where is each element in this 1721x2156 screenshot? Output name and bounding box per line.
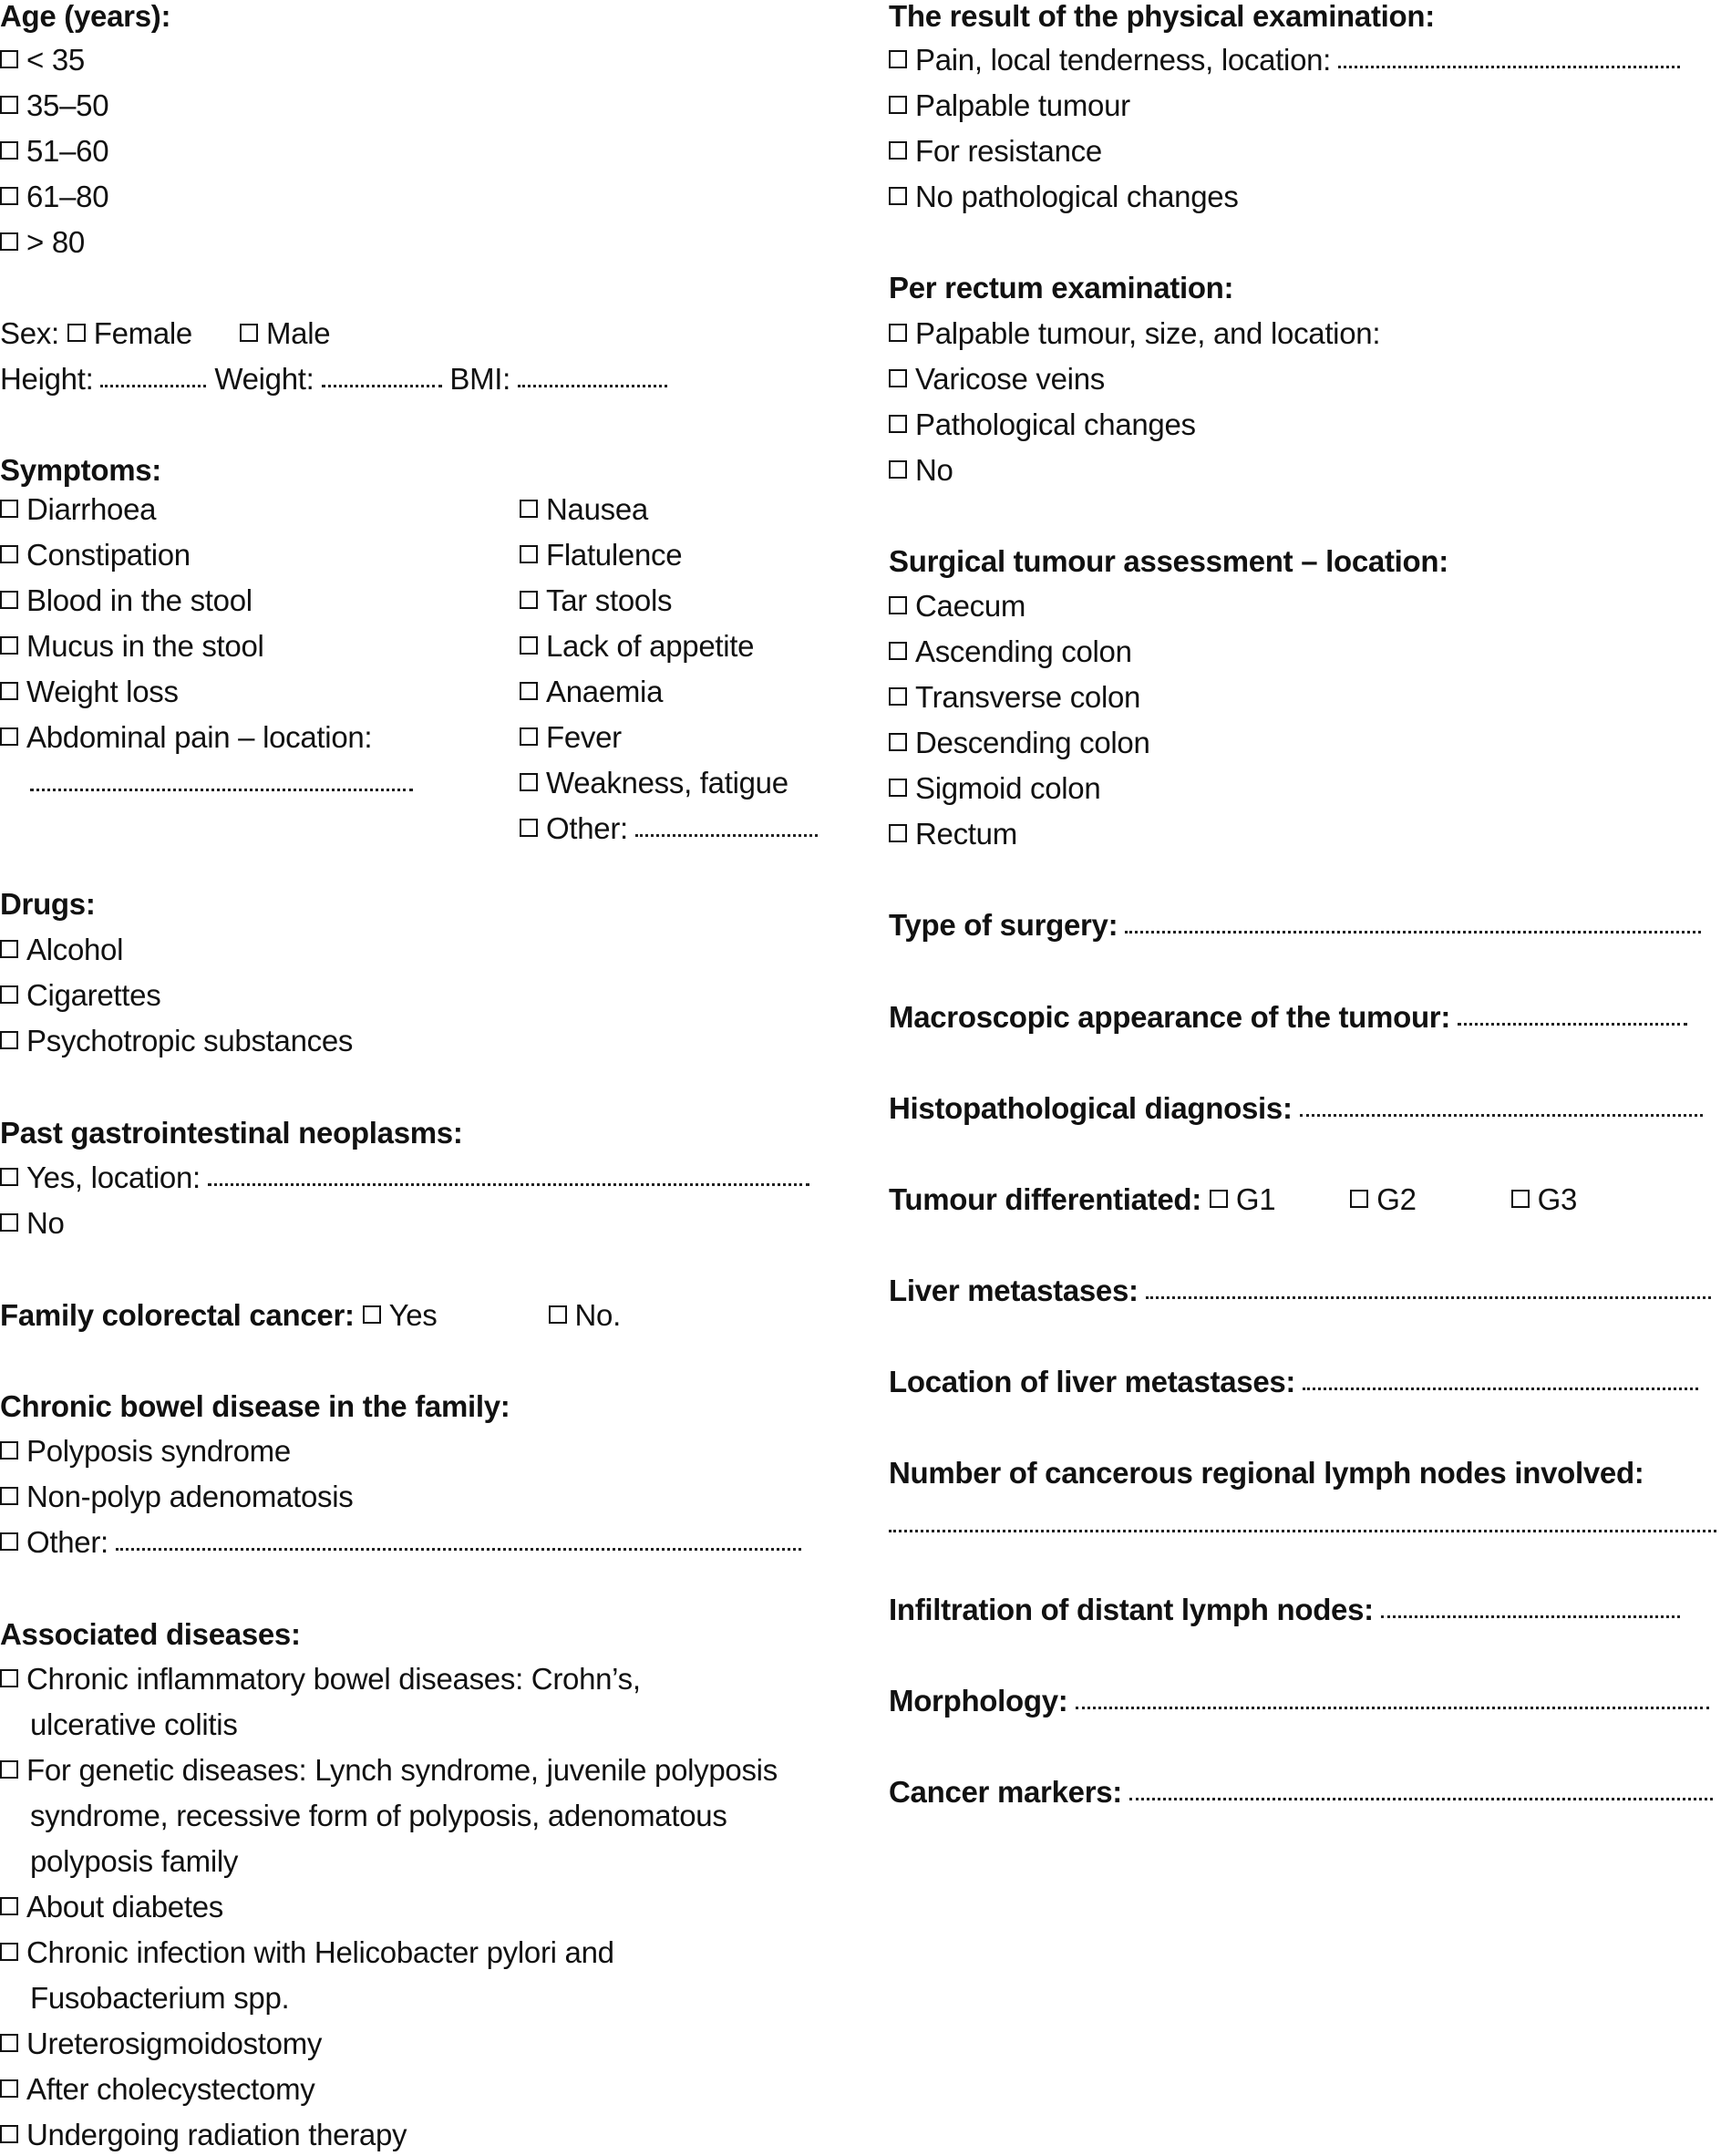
grade-checkbox[interactable]: [1511, 1190, 1530, 1208]
chronic-family-other-field[interactable]: [116, 1548, 801, 1551]
option-label: polyposis family: [30, 1844, 239, 1878]
section-title: Surgical tumour assessment – location:: [889, 544, 1448, 578]
symptom-option: [520, 717, 622, 758]
option-label: > 80: [26, 225, 85, 259]
checkbox[interactable]: [0, 1168, 18, 1186]
drug-option: [0, 975, 160, 1016]
family-crc-yes-label: Yes: [388, 1298, 438, 1332]
family-crc-no-checkbox[interactable]: [549, 1305, 567, 1324]
checkbox[interactable]: [0, 940, 18, 958]
checkbox[interactable]: [889, 460, 907, 479]
age-option: [0, 131, 108, 171]
section-title: The result of the physical examination:: [889, 0, 1435, 33]
cancer-markers: [889, 1772, 1713, 1812]
section-title: Tumour differentiated:: [889, 1182, 1201, 1216]
section-associated: [0, 1614, 301, 1655]
option-label: Sigmoid colon: [915, 771, 1101, 805]
checkbox[interactable]: [889, 733, 907, 751]
liver-metastases-location: [889, 1362, 1698, 1402]
option-label: For resistance: [915, 134, 1102, 168]
checkbox[interactable]: [889, 50, 907, 68]
surgical-location-option: [889, 586, 1025, 626]
section-chronic-family: [0, 1387, 510, 1427]
option-label: No: [915, 453, 953, 487]
section-symptoms: [0, 450, 161, 490]
option-label: Weight loss: [26, 675, 179, 708]
option-label: Other:: [546, 811, 628, 845]
checkbox[interactable]: [0, 187, 18, 205]
option-label: 51–60: [26, 134, 109, 168]
grade-label: G2: [1376, 1182, 1417, 1216]
sex-label: Sex:: [0, 316, 59, 350]
grade-checkbox[interactable]: [1210, 1190, 1228, 1208]
option-label: Mucus in the stool: [26, 629, 264, 663]
field-label: Morphology:: [889, 1684, 1068, 1718]
male-label: Male: [265, 316, 331, 350]
option-label: Weakness, fatigue: [546, 766, 788, 799]
option-label: Palpable tumour, size, and location:: [915, 316, 1381, 350]
rectum-option: [889, 359, 1105, 399]
option-label: Polyposis syndrome: [26, 1434, 291, 1468]
option-label: < 35: [26, 43, 85, 77]
chronic-family-option: [0, 1522, 801, 1563]
associated-option-continued: [0, 1841, 238, 1882]
option-label: Nausea: [546, 492, 648, 526]
checkbox[interactable]: [520, 500, 538, 518]
option-label: Caecum: [915, 589, 1026, 623]
associated-option-continued: [0, 1978, 289, 2018]
associated-option-continued: [0, 1796, 727, 1836]
option-label: Tar stools: [546, 583, 673, 617]
symptom-other-field[interactable]: [635, 834, 818, 837]
option-label: Descending colon: [915, 726, 1150, 759]
grade-label: G1: [1235, 1182, 1276, 1216]
symptom-option: [520, 490, 648, 530]
option-label: Diarrhoea: [26, 492, 157, 526]
past-gi-yes: [0, 1158, 809, 1198]
symptom-option: [0, 717, 372, 758]
section-title: Per rectum examination:: [889, 271, 1234, 304]
section-title: Family colorectal cancer:: [0, 1298, 355, 1332]
weight-label: Weight:: [214, 362, 314, 396]
checkbox[interactable]: [889, 642, 907, 660]
checkbox[interactable]: [0, 1943, 18, 1961]
option-label: 61–80: [26, 180, 109, 213]
checkbox[interactable]: [0, 500, 18, 518]
option-label: Chronic infection with Helicobacter pylori and: [26, 1935, 614, 1969]
checkbox[interactable]: [889, 96, 907, 114]
associated-option: [0, 1933, 614, 1973]
macroscopic-appearance: [889, 997, 1687, 1037]
sex-row: [0, 314, 330, 354]
option-label: Flatulence: [546, 538, 683, 572]
checkbox[interactable]: [0, 2079, 18, 2098]
section-title: Past gastrointestinal neoplasms:: [0, 1116, 463, 1150]
macroscopic-appearance-field[interactable]: [1458, 1023, 1687, 1026]
morphology: [889, 1681, 1709, 1721]
liver-metastases-field[interactable]: [1146, 1296, 1711, 1299]
checkbox[interactable]: [0, 141, 18, 160]
checkbox[interactable]: [520, 819, 538, 837]
checkbox[interactable]: [0, 1031, 18, 1049]
field-label: Liver metastases:: [889, 1274, 1139, 1307]
section-drugs: [0, 884, 96, 924]
family-crc-yes-checkbox[interactable]: [363, 1305, 381, 1324]
associated-option: [0, 2115, 407, 2155]
checkbox[interactable]: [0, 50, 18, 68]
liver-metastases: [889, 1271, 1711, 1311]
symptom-option: [0, 581, 252, 621]
section-past-gi: [0, 1113, 463, 1153]
age-option: [0, 86, 108, 126]
checkbox[interactable]: [520, 636, 538, 655]
type-of-surgery: [889, 905, 1701, 945]
associated-option: [0, 2069, 314, 2110]
associated-option: [0, 1887, 223, 1927]
option-label: Lack of appetite: [546, 629, 755, 663]
surgical-location-option: [889, 723, 1150, 763]
option-label: Other:: [26, 1525, 108, 1559]
checkbox[interactable]: [889, 596, 907, 614]
option-label: Ureterosigmoidostomy: [26, 2027, 323, 2060]
bmi-label: BMI:: [449, 362, 511, 396]
checkbox[interactable]: [0, 1441, 18, 1460]
section-physical: [889, 0, 1435, 36]
option-label: Anaemia: [546, 675, 664, 708]
associated-option: [0, 1750, 778, 1790]
option-label: Varicose veins: [915, 362, 1105, 396]
surgical-location-option: [889, 677, 1140, 717]
checkbox[interactable]: [889, 824, 907, 842]
past-gi-location-field[interactable]: [208, 1183, 809, 1186]
option-label: Rectum: [915, 817, 1017, 851]
liver-metastases-location-field[interactable]: [1303, 1387, 1698, 1390]
family-crc-no-label: No.: [574, 1298, 621, 1332]
chronic-family-option: [0, 1431, 291, 1471]
checkbox[interactable]: [889, 141, 907, 160]
checkbox[interactable]: [520, 545, 538, 563]
physical-option: [889, 86, 1130, 126]
histopathological-diagnosis-field[interactable]: [1300, 1114, 1703, 1117]
option-label: Abdominal pain – location:: [26, 720, 373, 754]
checkbox[interactable]: [520, 682, 538, 700]
symptom-option: [520, 626, 754, 666]
field-label: Number of cancerous regional lymph nodes involved:: [889, 1456, 1644, 1490]
section-rectum: [889, 268, 1233, 308]
male-checkbox[interactable]: [240, 324, 258, 342]
chronic-family-option: [0, 1477, 353, 1517]
distant-lymph-nodes: [889, 1590, 1680, 1630]
checkbox[interactable]: [520, 591, 538, 609]
symptom-option: [520, 535, 682, 575]
checkbox[interactable]: [0, 1669, 18, 1687]
option-label: Palpable tumour: [915, 88, 1130, 122]
checkbox[interactable]: [0, 96, 18, 114]
checkbox[interactable]: [0, 2034, 18, 2052]
associated-option: [0, 1659, 641, 1699]
checkbox[interactable]: [0, 1532, 18, 1551]
section-surgical: [889, 542, 1448, 582]
height-label: Height:: [0, 362, 94, 396]
abdominal-location-field-row: [30, 763, 413, 803]
option-label: Constipation: [26, 538, 191, 572]
field-label: Cancer markers:: [889, 1775, 1122, 1809]
pain-location-field[interactable]: [1338, 66, 1680, 68]
option-label: No: [26, 1206, 65, 1240]
checkbox[interactable]: [0, 682, 18, 700]
grade-label: G3: [1537, 1182, 1578, 1216]
field-label: Location of liver metastases:: [889, 1365, 1296, 1398]
drug-option: [0, 1021, 353, 1061]
field-label: Type of surgery:: [889, 908, 1118, 942]
associated-option-continued: [0, 1705, 238, 1745]
section-title: Drugs:: [0, 887, 96, 921]
checkbox[interactable]: [0, 985, 18, 1004]
option-label: For genetic diseases: Lynch syndrome, juvenile polyposis: [26, 1753, 778, 1787]
symptom-option: [520, 581, 672, 621]
option-label: Fusobacterium spp.: [30, 1981, 290, 2015]
option-label: Blood in the stool: [26, 583, 252, 617]
option-label: syndrome, recessive form of polyposis, adenomatous: [30, 1799, 727, 1832]
option-label: Pathological changes: [915, 407, 1196, 441]
option-label: Cigarettes: [26, 978, 161, 1012]
symptom-option: [0, 490, 156, 530]
checkbox[interactable]: [520, 773, 538, 791]
histopathological-diagnosis: [889, 1088, 1703, 1129]
checkbox[interactable]: [0, 1213, 18, 1232]
section-title: Chronic bowel disease in the family:: [0, 1389, 510, 1423]
checkbox[interactable]: [0, 591, 18, 609]
female-checkbox[interactable]: [67, 324, 86, 342]
weight-field[interactable]: [322, 385, 442, 387]
option-label: Chronic inflammatory bowel diseases: Crohn’s,: [26, 1662, 641, 1696]
checkbox[interactable]: [0, 1487, 18, 1505]
section-title: Symptoms:: [0, 453, 161, 487]
cancer-markers-field[interactable]: [1129, 1798, 1713, 1800]
checkbox[interactable]: [0, 1897, 18, 1915]
abdominal-location-field[interactable]: [30, 789, 413, 791]
option-label: Fever: [546, 720, 622, 754]
checkbox[interactable]: [889, 687, 907, 706]
field-label: Histopathological diagnosis:: [889, 1091, 1293, 1125]
tumour-differentiated-row: [889, 1180, 1577, 1220]
checkbox[interactable]: [0, 232, 18, 251]
option-label: Undergoing radiation therapy: [26, 2118, 407, 2151]
option-label: After cholecystectomy: [26, 2072, 315, 2106]
regional-lymph-nodes: [889, 1453, 1644, 1493]
surgical-location-option: [889, 814, 1017, 854]
morphology-field[interactable]: [1076, 1707, 1709, 1709]
type-of-surgery-field[interactable]: [1125, 931, 1701, 934]
option-label: 35–50: [26, 88, 109, 122]
rectum-option: [889, 450, 953, 490]
family-crc-row: [0, 1295, 621, 1336]
associated-option: [0, 2024, 322, 2064]
option-label: About diabetes: [26, 1890, 223, 1924]
section-title: Age (years):: [0, 0, 171, 33]
rectum-option: [889, 314, 1380, 354]
symptom-option: [520, 763, 788, 803]
field-label: Macroscopic appearance of the tumour:: [889, 1000, 1451, 1034]
distant-lymph-nodes-field[interactable]: [1381, 1615, 1680, 1618]
bmi-field[interactable]: [518, 385, 667, 387]
regional-lymph-nodes-field-row: [889, 1504, 1716, 1544]
checkbox[interactable]: [889, 324, 907, 342]
checkbox[interactable]: [889, 779, 907, 797]
age-option: [0, 222, 85, 263]
option-label: No pathological changes: [915, 180, 1239, 213]
checkbox[interactable]: [0, 636, 18, 655]
section-age: [0, 0, 170, 36]
section-title: Associated diseases:: [0, 1617, 301, 1651]
checkbox[interactable]: [889, 187, 907, 205]
height-field[interactable]: [100, 385, 206, 387]
option-label: Psychotropic substances: [26, 1024, 354, 1057]
age-option: [0, 177, 108, 217]
symptom-option: [0, 672, 179, 712]
physical-option: [889, 177, 1239, 217]
surgical-location-option: [889, 632, 1132, 672]
age-option: [0, 40, 85, 80]
option-label: Pain, local tenderness, location:: [915, 43, 1332, 77]
checkbox[interactable]: [0, 2125, 18, 2143]
surgical-location-option: [889, 769, 1100, 809]
symptom-option: [520, 672, 663, 712]
option-label: Alcohol: [26, 933, 124, 966]
regional-lymph-nodes-field[interactable]: [889, 1530, 1716, 1532]
symptom-option: [520, 809, 818, 849]
rectum-option: [889, 405, 1196, 445]
grade-checkbox[interactable]: [1350, 1190, 1368, 1208]
option-label: Non-polyp adenomatosis: [26, 1480, 354, 1513]
symptom-option: [0, 626, 264, 666]
option-label: ulcerative colitis: [30, 1707, 238, 1741]
option-label: Ascending colon: [915, 634, 1132, 668]
checkbox[interactable]: [0, 727, 18, 746]
physical-option: [889, 40, 1680, 80]
female-label: Female: [93, 316, 192, 350]
drug-option: [0, 930, 123, 970]
option-label: Yes, location:: [26, 1161, 201, 1194]
past-gi-no: [0, 1203, 65, 1243]
field-label: Infiltration of distant lymph nodes:: [889, 1593, 1374, 1626]
symptom-option: [0, 535, 191, 575]
checkbox[interactable]: [889, 415, 907, 433]
option-label: Transverse colon: [915, 680, 1141, 714]
physical-option: [889, 131, 1102, 171]
checkbox[interactable]: [520, 727, 538, 746]
checkbox[interactable]: [0, 545, 18, 563]
measurements-row: [0, 359, 667, 399]
checkbox[interactable]: [0, 1760, 18, 1779]
checkbox[interactable]: [889, 369, 907, 387]
